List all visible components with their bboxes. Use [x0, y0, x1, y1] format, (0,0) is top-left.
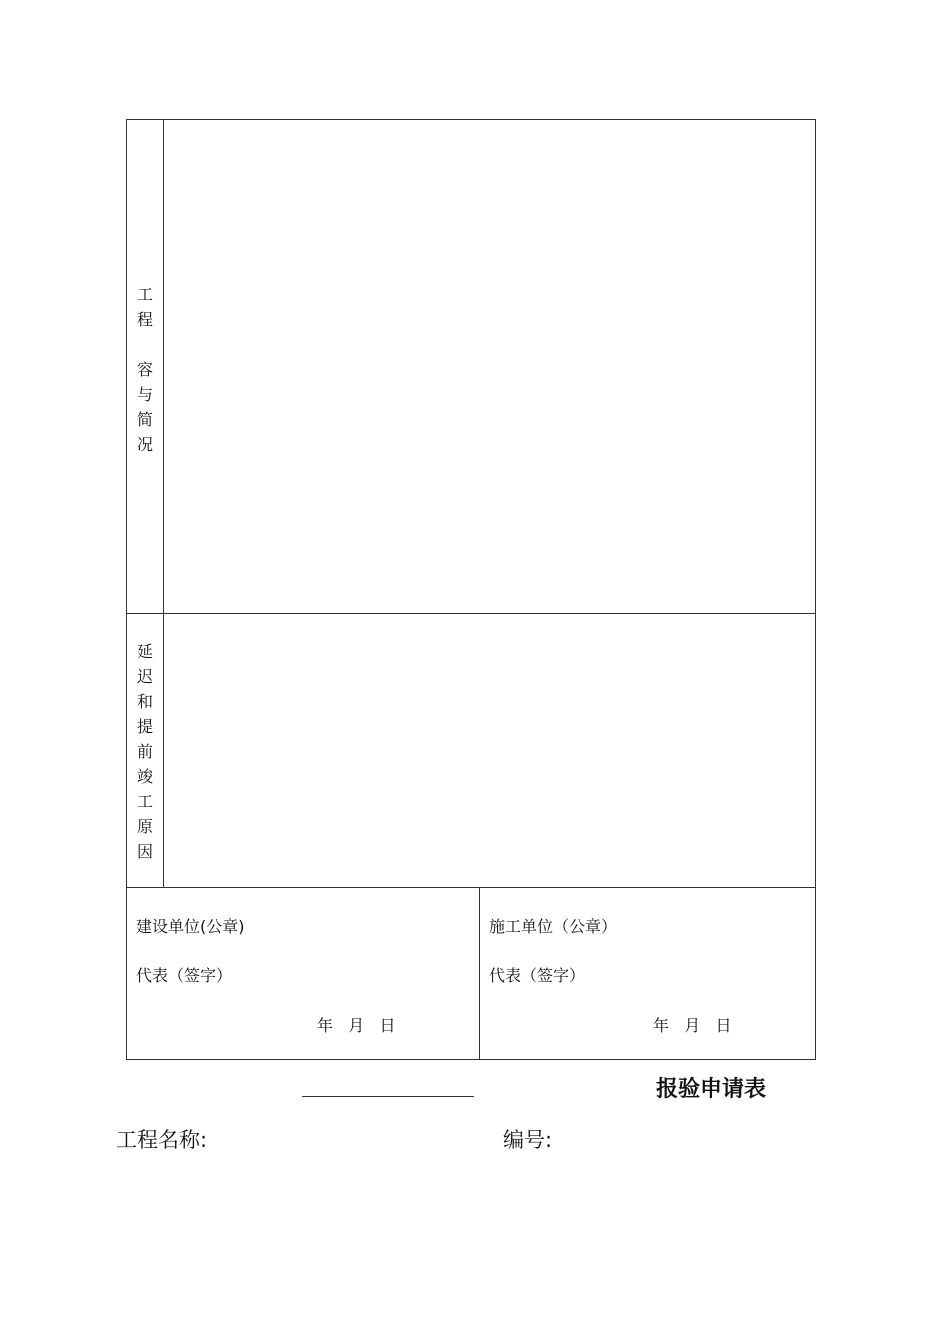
project-overview-label: 工 程 容 与 简 况	[136, 285, 153, 454]
title-blank-line	[302, 1096, 474, 1097]
project-overview-content[interactable]	[164, 120, 815, 613]
project-name-label: 工程名称:	[116, 1128, 208, 1152]
row-divider-2	[126, 887, 816, 888]
owner-unit-seal-label: 建设单位(公章)	[136, 917, 245, 936]
contractor-unit-seal-label: 施工单位（公章）	[489, 917, 618, 936]
owner-representative-label: 代表（签字）	[136, 966, 233, 985]
delay-reason-label: 延 迟 和 提 前 竣 工 原 因	[136, 642, 153, 861]
contractor-representative-label: 代表（签字）	[489, 966, 586, 985]
owner-sign-date: 年 月 日	[317, 1016, 396, 1035]
contractor-sign-date: 年 月 日	[653, 1016, 732, 1035]
page-title: 报验申请表	[656, 1077, 767, 1102]
signature-divider	[479, 887, 480, 1060]
form-number-label: 编号:	[503, 1128, 553, 1152]
delay-reason-content[interactable]	[164, 614, 815, 887]
